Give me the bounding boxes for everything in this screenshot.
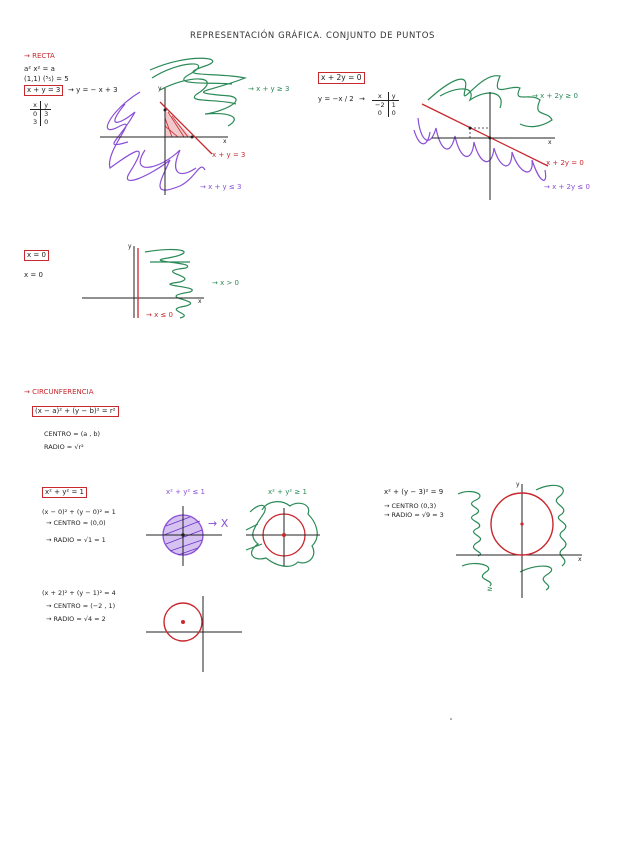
axis-label-y: y — [516, 481, 520, 488]
recta-equation-boxed: x + y = 3 — [24, 85, 63, 96]
graph-vertical — [82, 243, 204, 318]
table-cell: 0 — [44, 118, 49, 126]
graph-recta — [100, 58, 245, 195]
axis-label-y: y — [158, 85, 162, 92]
recta-heading-text: RECTA — [32, 52, 55, 60]
axis-label-x: x — [198, 298, 202, 305]
recta-heading: → RECTA — [24, 52, 55, 60]
graph-recta2 — [414, 76, 555, 200]
vertical-label-le: → x ≤ 0 — [146, 311, 174, 319]
circle1-centro: → CENTRO = (0,0) — [46, 519, 106, 527]
intercept-point — [191, 136, 194, 139]
table-header-y: y — [41, 101, 52, 110]
recta2-label-le: → x + 2y ≤ 0 — [544, 183, 590, 191]
center-point — [181, 533, 185, 537]
recta2-arrow-icon: → — [359, 95, 365, 103]
axis-label-x: x — [578, 556, 582, 563]
circle1-label-x: → X — [208, 517, 229, 530]
circunferencia-heading: → CIRCUNFERENCIA — [24, 388, 94, 396]
table-cell: 0 — [391, 109, 396, 117]
recta2-label-ge: → x + 2y ≥ 0 — [532, 92, 578, 100]
circle3-radio: → RADIO = √4 = 2 — [46, 615, 106, 623]
table-cell: 0 — [372, 109, 388, 117]
axis-label-y: y — [128, 243, 132, 250]
shade-purple-region — [414, 118, 546, 180]
circle1-radio: → RADIO = √1 = 1 — [46, 536, 106, 544]
center-point — [181, 620, 185, 624]
shade-green-region — [150, 58, 245, 126]
recta-line2: (1,1) (⁵₅) = 5 — [24, 75, 69, 83]
recta2-label-le-text: x + 2y ≤ 0 — [552, 183, 590, 191]
recta-label-le: → x + y ≤ 3 — [200, 183, 242, 191]
circle1-equation-boxed: x² + y² = 1 — [42, 487, 87, 498]
circunferencia-radio: RADIO = √r² — [44, 443, 84, 451]
vertical-label-gt: → x > 0 — [212, 279, 240, 287]
recta-label-ge-text: x + y ≥ 3 — [256, 85, 290, 93]
center-point — [282, 533, 286, 537]
graph-circle3 — [146, 596, 242, 672]
graph-circle1-inside — [146, 506, 222, 566]
circle2-label-ge: ≥ — [487, 585, 493, 593]
circle2-radio: → RADIO = √9 = 3 — [384, 511, 444, 519]
recta-label-le-text: x + y ≤ 3 — [208, 183, 242, 191]
recta2-label-eq: x + 2y = 0 — [546, 159, 584, 167]
recta-label-ge: → x + y ≥ 3 — [248, 85, 290, 93]
vertical-label-gt-text: x > 0 — [220, 279, 240, 287]
stray-dot — [450, 718, 452, 720]
circle1-label-ge: x² + y² ≥ 1 — [268, 488, 307, 496]
page-title: REPRESENTACIÓN GRÁFICA. CONJUNTO DE PUNTOS — [189, 31, 435, 41]
vertical-equation: x = 0 — [24, 271, 43, 279]
table-header-x: x — [372, 92, 388, 101]
graph-circle1-outside — [246, 502, 320, 567]
vertical-label-le-text: x ≤ 0 — [154, 311, 174, 319]
recta2-label-ge-text: x + 2y ≥ 0 — [540, 92, 578, 100]
table-cell: 3 — [30, 118, 41, 126]
circunferencia-centro: CENTRO = (a , b) — [44, 430, 101, 438]
center-point — [520, 522, 523, 525]
recta2-equation-solved: y = −x / 2 — [318, 95, 354, 103]
vertical-equation-boxed: x = 0 — [24, 250, 49, 261]
point — [489, 137, 492, 140]
line-x-plus-2y-0 — [422, 104, 548, 166]
circunferencia-general-equation: (x − a)² + (y − b)² = r² — [32, 406, 119, 417]
intercept-point — [164, 109, 167, 112]
recta-label-eq: x + y = 3 — [212, 151, 246, 159]
circle3-centro: → CENTRO = (−2 , 1) — [46, 602, 116, 610]
table-header-x: x — [30, 101, 41, 110]
table-header-y: y — [388, 92, 399, 101]
graph-circle2 — [456, 481, 582, 598]
table-cell: 0 — [30, 110, 41, 119]
axis-label-x: x — [548, 139, 552, 146]
circle3-equation: (x + 2)² + (y − 1)² = 4 — [42, 589, 116, 597]
table-cell: 3 — [44, 110, 49, 118]
circle2-equation: x² + (y − 3)² = 9 — [384, 488, 444, 496]
circle2-centro: → CENTRO (0,3) — [384, 502, 437, 510]
recta2-equation-boxed: x + 2y = 0 — [318, 72, 365, 84]
recta-equation-solved: → y = − x + 3 — [68, 86, 118, 94]
circle1-expanded: (x − 0)² + (y − 0)² = 1 — [42, 508, 116, 516]
recta-equation-solved-text: y = − x + 3 — [76, 86, 118, 94]
circle1-label-x-text: X — [220, 517, 229, 530]
circunferencia-heading-text: CIRCUNFERENCIA — [32, 388, 94, 396]
table-cell: 1 — [391, 101, 396, 109]
recta-line1: a² x² = a — [24, 65, 55, 73]
shade-purple-region — [107, 92, 205, 190]
shade-green-region — [145, 250, 192, 318]
table-cell: −2 — [372, 101, 388, 110]
circle1-label-le: x² + y² ≤ 1 — [166, 488, 205, 496]
axis-label-x: x — [223, 138, 227, 145]
